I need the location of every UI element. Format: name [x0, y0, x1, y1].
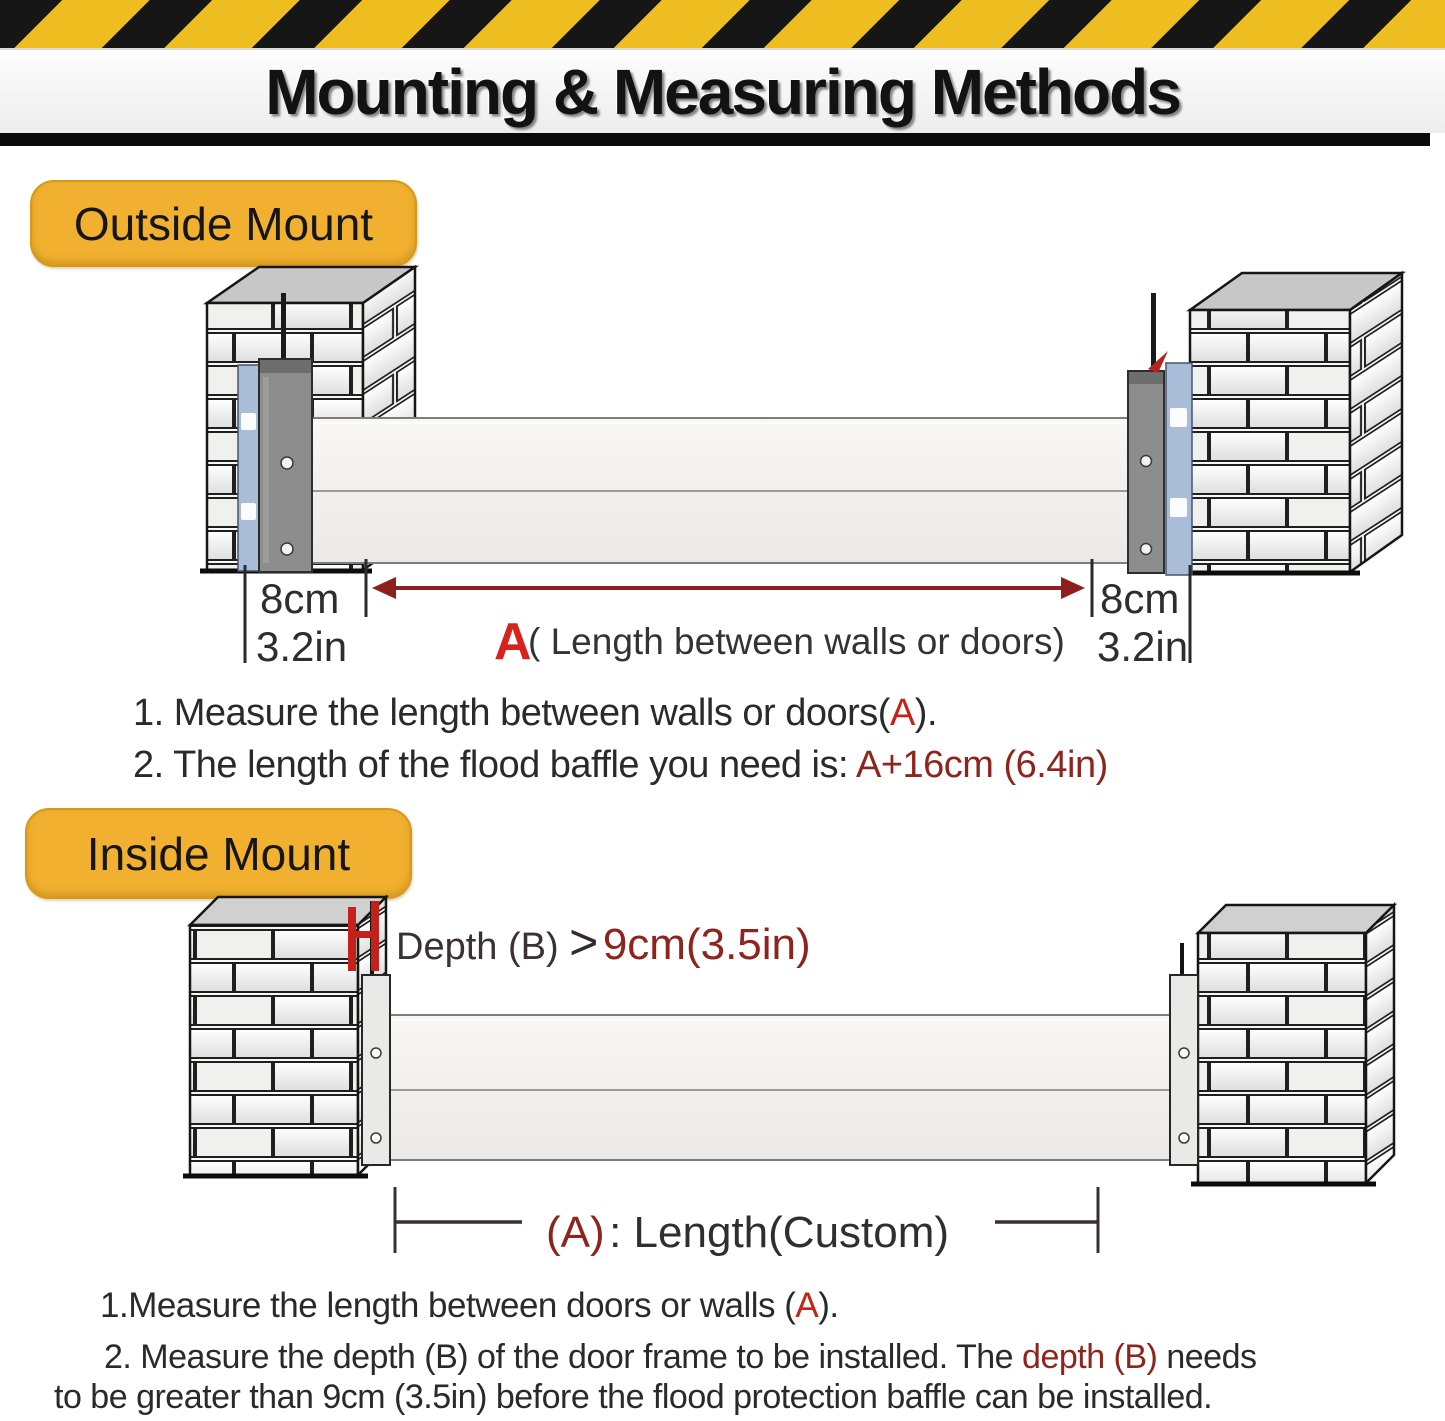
left-offset-cm: 8cm — [260, 575, 340, 622]
inside-flood-barrier-panel — [390, 1015, 1170, 1160]
inside-step-1: 1.Measure the length between doors or walls (A). — [100, 1286, 839, 1325]
inside-right-mounting-channel — [1170, 943, 1198, 1165]
title-band — [0, 50, 1445, 133]
inside-step-2-line2: to be greater than 9cm (3.5in) before the flood protection baffle can be installed. — [54, 1378, 1213, 1416]
inside-right-pillar — [1191, 905, 1394, 1184]
header-separator — [0, 133, 1430, 146]
page-title: Mounting & Measuring Methods — [265, 55, 1180, 128]
outside-step-1: 1. Measure the length between walls or doors(A). — [133, 692, 938, 734]
inside-step1-a: A — [795, 1286, 819, 1325]
caution-stripe-banner — [0, 0, 1445, 50]
outside-mount-diagram — [0, 265, 1445, 665]
outside-mount-badge — [30, 180, 417, 267]
outside-mount-badge-label: Outside Mount — [73, 197, 374, 250]
flood-barrier-panel — [312, 418, 1130, 563]
length-label: (A) : Length(Custom) — [546, 1208, 950, 1257]
right-anchor-pin — [1151, 293, 1156, 373]
right-seal-strip — [1166, 363, 1192, 575]
right-offset-in: 3.2in — [1097, 623, 1189, 665]
right-anchor-pin — [1180, 943, 1184, 977]
outside-measurement — [245, 559, 1190, 665]
span-label-text: ( Length between walls or doors) — [528, 621, 1065, 662]
left-seal-strip — [238, 365, 260, 571]
inside-step2-depth: depth (B) — [1022, 1338, 1158, 1376]
outside-right-pillar — [1184, 273, 1402, 573]
outside-step-2: 2. The length of the flood baffle you need is: A+16cm (6.4in) — [133, 744, 1108, 786]
outside-step1-a: A — [889, 692, 915, 734]
outside-step2-value: A+16cm (6.4in) — [856, 744, 1108, 786]
left-anchor-pin — [281, 293, 286, 367]
right-offset-cm: 8cm — [1100, 575, 1180, 622]
depth-label: Depth (B) > 9cm(3.5in) — [396, 914, 811, 970]
inside-length-dimension — [395, 1187, 1098, 1257]
inside-step-2-line1: 2. Measure the depth (B) of the door frame to be installed. The depth (B) needs — [104, 1338, 1257, 1376]
left-offset-in: 3.2in — [256, 623, 348, 665]
inside-mount-badge — [25, 808, 412, 899]
inside-mount-badge-label: Inside Mount — [86, 827, 351, 880]
span-label-a: A — [494, 613, 532, 665]
outside-right-mounting-channel — [1128, 293, 1192, 575]
inside-mount-diagram — [0, 895, 1445, 1275]
